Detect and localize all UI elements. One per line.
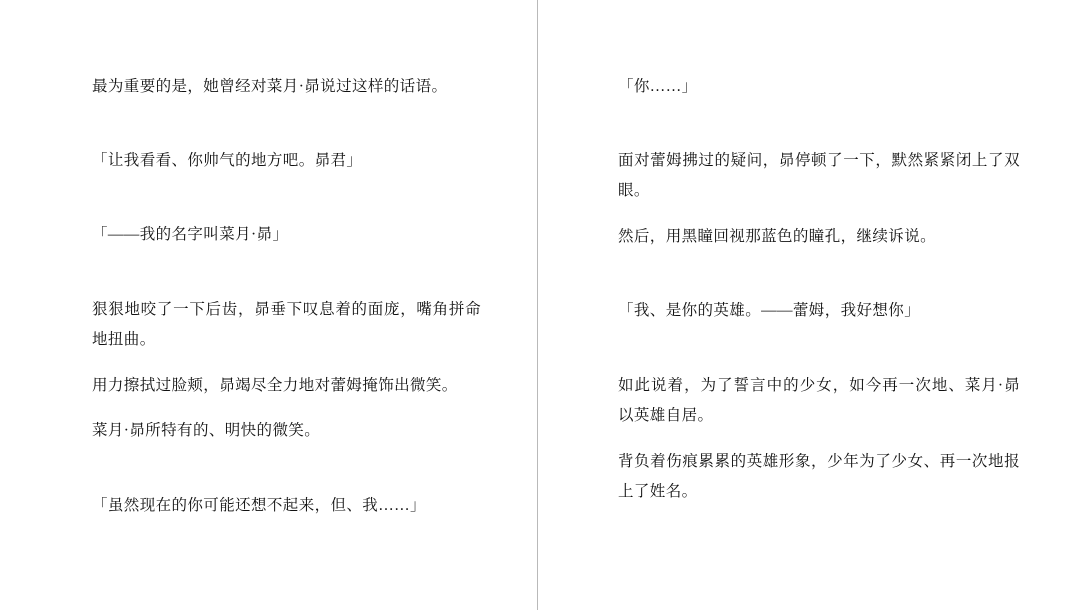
paragraph: 「我、是你的英雄。——蕾姆，我好想你」 (618, 302, 921, 320)
paragraph: 用力擦拭过脸颊，昴竭尽全力地对蕾姆掩饰出微笑。 (92, 376, 458, 394)
paragraph: 菜月·昴所特有的、明快的微笑。 (92, 422, 321, 440)
paragraph: 狠狠地咬了一下后齿，昴垂下叹息着的面庞，嘴角拼命地扭曲。 (92, 300, 481, 348)
paragraph: 「虽然现在的你可能还想不起来，但、我……」 (92, 496, 426, 514)
paragraph: 如此说着，为了誓言中的少女，如今再一次地、菜月·昴以英雄自居。 (618, 376, 1020, 424)
paragraph: 面对蕾姆拂过的疑问，昴停顿了一下，默然紧紧闭上了双眼。 (618, 152, 1020, 200)
paragraph: 「你……」 (618, 78, 698, 95)
paragraph: 「让我看看、你帅气的地方吧。昴君」 (92, 152, 363, 170)
paragraph: 背负着伤痕累累的英雄形象，少年为了少女、再一次地报上了姓名。 (618, 452, 1020, 500)
paragraph: 「——我的名字叫菜月·昴」 (92, 226, 289, 244)
paragraph: 然后，用黑瞳回视那蓝色的瞳孔，继续诉说。 (618, 228, 937, 246)
paragraph: 最为重要的是，她曾经对菜月·昴说过这样的话语。 (92, 78, 448, 95)
page-right (538, 0, 1076, 610)
